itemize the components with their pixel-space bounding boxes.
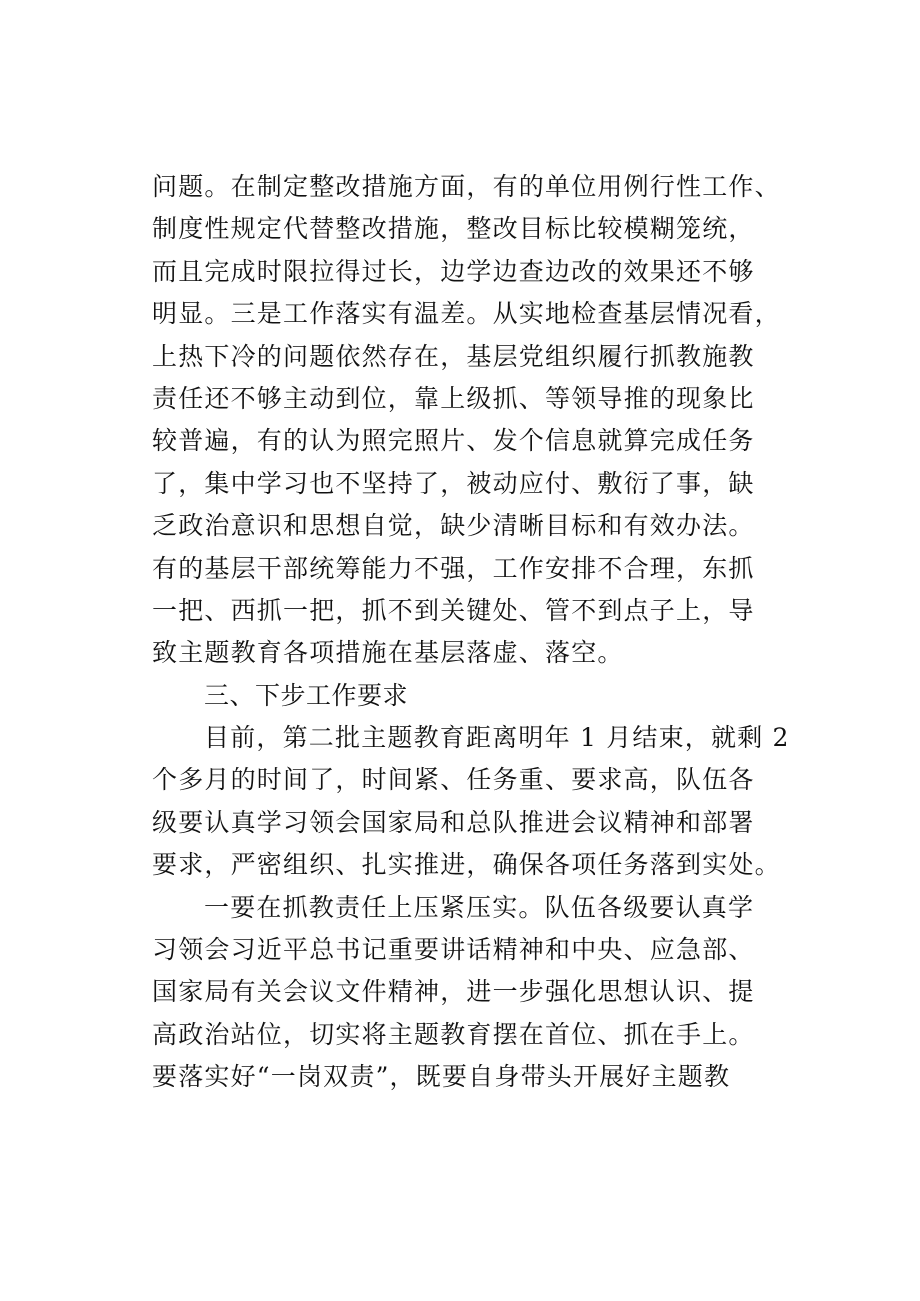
document-body <box>152 166 792 1099</box>
text-line: 了，集中学习也不坚持了，被动应付、敷衍了事，缺 <box>152 468 755 498</box>
paragraph-first-line: 目前，第二批主题教育距离明年 1 月结束，就剩 2 <box>204 723 790 753</box>
text-line: 一把、西抓一把，抓不到关键处、管不到点子上，导 <box>152 595 755 625</box>
text-line: 高政治站位，切实将主题教育摆在首位、抓在手上。 <box>152 1019 755 1049</box>
text-line: 习领会习近平总书记重要讲话精神和中央、应急部、 <box>152 935 755 965</box>
text-line: 级要认真学习领会国家局和总队推进会议精神和部署 <box>152 807 755 837</box>
text-line: 制度性规定代替整改措施，整改目标比较模糊笼统， <box>152 214 755 244</box>
text-line: 乏政治意识和思想自觉，缺少清晰目标和有效办法。 <box>152 511 755 541</box>
paragraph-first-line: 一要在抓教责任上压紧压实。队伍各级要认真学 <box>204 892 755 922</box>
text-line: 个多月的时间了，时间紧、任务重、要求高，队伍各 <box>152 765 755 795</box>
text-line: 致主题教育各项措施在基层落虚、落空。 <box>152 638 624 668</box>
text-line: 国家局有关会议文件精神，进一步强化思想认识、提 <box>152 977 755 1007</box>
text-line: 而且完成时限拉得过长，边学边查边改的效果还不够 <box>152 256 755 286</box>
text-line: 责任还不够主动到位，靠上级抓、等领导推的现象比 <box>152 383 755 413</box>
text-line: 上热下冷的问题依然存在，基层党组织履行抓教施教 <box>152 341 755 371</box>
text-line: 较普遍，有的认为照完照片、发个信息就算完成任务 <box>152 426 755 456</box>
text-line: 明显。三是工作落实有温差。从实地检查基层情况看， <box>152 299 781 329</box>
text-line: 要落实好“一岗双责”，既要自身带头开展好主题教 <box>152 1062 731 1092</box>
text-line: 要求，严密组织、扎实推进，确保各项任务落到实处。 <box>152 850 781 880</box>
section-heading: 三、下步工作要求 <box>204 680 409 710</box>
text-line: 问题。在制定整改措施方面，有的单位用例行性工作、 <box>152 172 781 201</box>
text-line: 有的基层干部统筹能力不强，工作安排不合理，东抓 <box>152 553 755 583</box>
